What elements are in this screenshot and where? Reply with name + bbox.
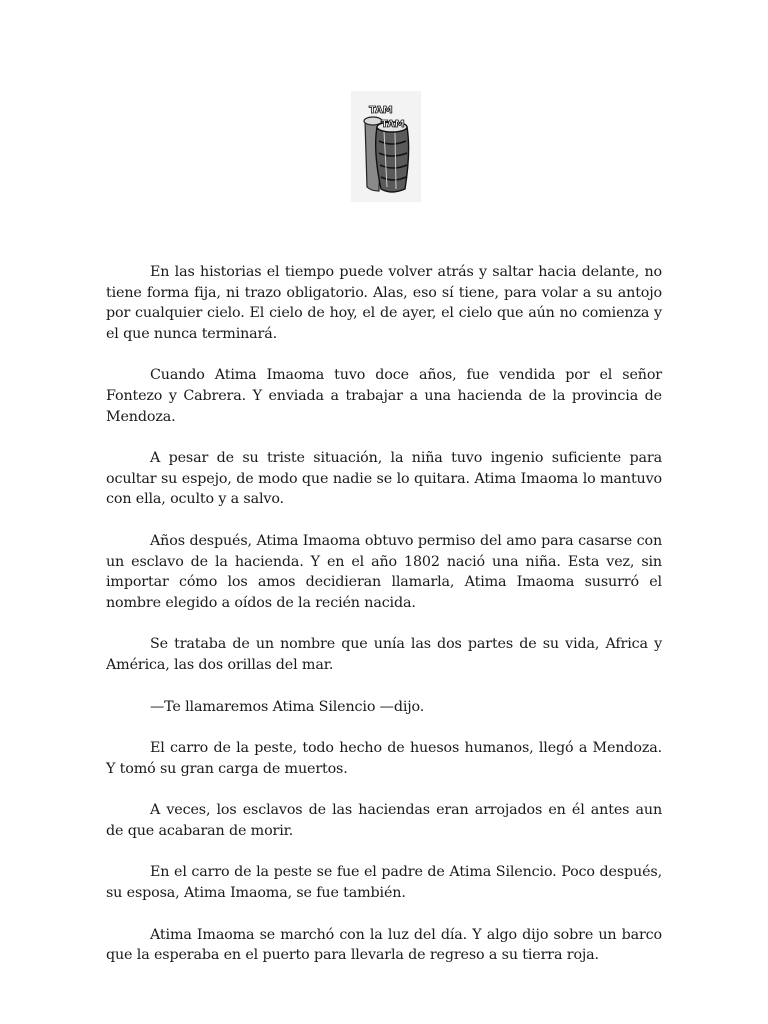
paragraph-9: En el carro de la peste se fue el padre de Atima Silencio. Poco después, su esposa, Atima Imaoma, se fue también. xyxy=(106,864,662,902)
paragraph-8: A veces, los esclavos de las haciendas eran arrojados en él antes aun de que acabaran de morir. xyxy=(106,802,662,839)
drum-caption-line2: TAM xyxy=(381,119,405,130)
paragraph-7: El carro de la peste, todo hecho de huesos humanos, llegó a Mendoza. Y tomó su gran carga de muertos. xyxy=(106,740,662,777)
paragraph-2: Cuando Atima Imaoma tuvo doce años, fue vendida por el señor Fontezo y Cabrera. Y enviada a trabajar a una hacienda de la provincia de Mendoza. xyxy=(106,367,662,425)
paragraph-10: Atima Imaoma se marchó con la luz del día. Y algo dijo sobre un barco que la esperaba en el puerto para llevarla de regreso a su tierra roja. xyxy=(106,926,662,964)
drum-icon xyxy=(351,91,421,202)
tam-tam-drum-illustration xyxy=(351,91,421,202)
paragraph-3: A pesar de su triste situación, la niña tuvo ingenio suficiente para ocultar su espejo, de modo que nadie se lo quitara. Atima Imaoma lo mantuvo con ella, oculto y a salvo. xyxy=(106,450,662,508)
story-text xyxy=(106,262,662,987)
paragraph-5: Se trataba de un nombre que unía las dos partes de su vida, Africa y América, las dos orillas del mar. xyxy=(106,636,662,673)
paragraph-6: —Te llamaremos Atima Silencio —dijo. xyxy=(150,698,425,715)
drum-caption-line1: TAM xyxy=(369,105,393,116)
paragraph-4: Años después, Atima Imaoma obtuvo permiso del amo para casarse con un esclavo de la hacienda. Y en el año 1802 nació una niña. Esta vez, sin importar cómo los amos decidieran llamarla, Atima Imaoma susurró el nombre elegido a oídos de la recién nacida. xyxy=(106,532,662,611)
paragraph-1: En las historias el tiempo puede volver atrás y saltar hacia delante, no tiene forma fija, ni trazo obligatorio. Alas, eso sí tiene, para volar a su antojo por cualquier cielo. El cielo de hoy, el de ayer, el cielo que aún no comienza y el que nunca terminará. xyxy=(106,264,662,342)
